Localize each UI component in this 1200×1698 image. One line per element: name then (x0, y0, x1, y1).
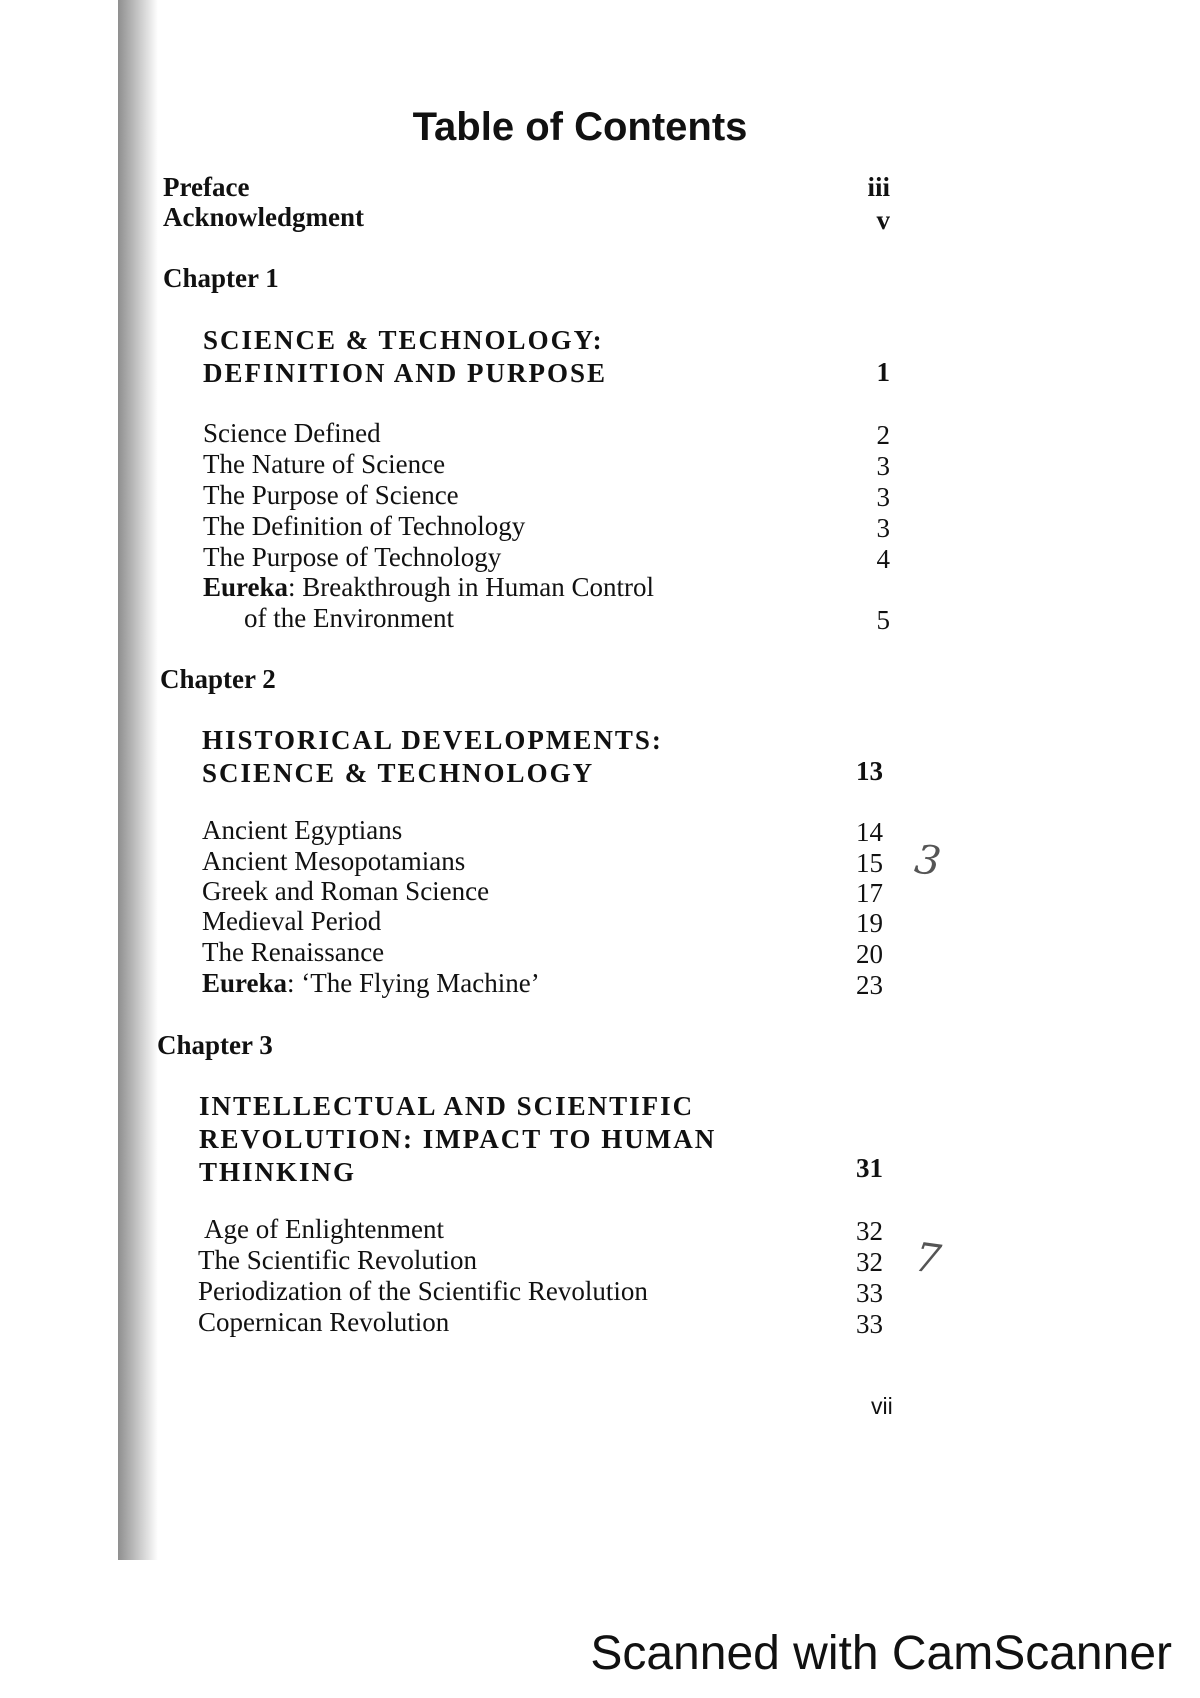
toc-entry-eureka[interactable] (202, 968, 540, 999)
chapter-page-3: 31 (856, 1153, 883, 1183)
toc-page-number: 19 (856, 908, 883, 938)
toc-page-number: 17 (856, 878, 883, 908)
chapter-title-line: REVOLUTION: IMPACT TO HUMAN (199, 1124, 717, 1154)
toc-page-preface: iii (867, 172, 890, 202)
toc-entry[interactable]: Copernican Revolution (198, 1307, 450, 1337)
toc-entry-label: : Breakthrough in Human Control (288, 572, 654, 602)
chapter-label-2: Chapter 2 (160, 664, 276, 694)
chapter-title-line: SCIENCE & TECHNOLOGY: (203, 325, 604, 355)
handwritten-note: 7 (911, 1234, 944, 1284)
toc-entry-acknowledgment[interactable]: Acknowledgment (163, 202, 364, 232)
toc-page-number: 32 (856, 1216, 883, 1246)
chapter-title-2[interactable] (202, 724, 663, 790)
page-title: Table of Contents (412, 105, 748, 149)
handwritten-note: 3 (911, 836, 944, 886)
toc-entry[interactable]: Medieval Period (202, 906, 382, 936)
toc-entry[interactable]: Age of Enlightenment (204, 1214, 444, 1244)
toc-page-number: 14 (856, 817, 883, 847)
toc-entry[interactable]: The Scientific Revolution (198, 1245, 477, 1275)
toc-page-number: 3 (876, 513, 890, 543)
page-folio: vii (871, 1393, 893, 1419)
toc-page-number: 5 (876, 605, 890, 635)
toc-page-number: 32 (856, 1247, 883, 1277)
toc-entry[interactable]: The Purpose of Technology (203, 542, 502, 572)
chapter-title-line: THINKING (199, 1157, 357, 1187)
toc-page-number: 3 (876, 451, 890, 481)
toc-entry[interactable]: Greek and Roman Science (202, 876, 490, 906)
eureka-prefix: Eureka (202, 968, 288, 998)
toc-page-number: 4 (876, 544, 890, 574)
toc-entry[interactable]: The Definition of Technology (203, 511, 526, 541)
chapter-label-1: Chapter 1 (163, 263, 279, 293)
toc-entry-label: : ‘The Flying Machine’ (287, 968, 540, 998)
toc-page-number: 15 (856, 848, 883, 878)
toc-page-number: 23 (856, 970, 883, 1000)
toc-entry-eureka[interactable] (203, 572, 654, 603)
toc-page-number: 33 (856, 1278, 883, 1308)
toc-page-number: 33 (856, 1309, 883, 1339)
chapter-title-1[interactable] (203, 324, 607, 390)
chapter-label-3: Chapter 3 (157, 1030, 273, 1060)
chapter-title-line: HISTORICAL DEVELOPMENTS: (202, 725, 663, 755)
toc-entry-continuation: of the Environment (244, 603, 454, 633)
chapter-title-line: INTELLECTUAL AND SCIENTIFIC (199, 1091, 695, 1121)
toc-entry[interactable]: The Purpose of Science (203, 480, 459, 510)
toc-page-number: 3 (876, 482, 890, 512)
chapter-title-line: DEFINITION AND PURPOSE (203, 358, 608, 388)
chapter-page-1: 1 (876, 357, 890, 387)
chapter-title-line: SCIENCE & TECHNOLOGY (202, 758, 595, 788)
chapter-page-2: 13 (856, 756, 883, 786)
toc-entry[interactable]: The Renaissance (202, 937, 385, 967)
toc-page-number: 2 (876, 420, 890, 450)
toc-entry-preface[interactable]: Preface (163, 172, 250, 202)
toc-entry[interactable]: Periodization of the Scientific Revolution (198, 1276, 648, 1306)
chapter-title-3[interactable] (199, 1090, 716, 1189)
eureka-prefix: Eureka (203, 572, 289, 602)
toc-entry[interactable]: Ancient Egyptians (202, 815, 403, 845)
toc-page-acknowledgment: v (876, 205, 890, 235)
scanner-watermark: Scanned with CamScanner (590, 1627, 1172, 1680)
toc-entry[interactable]: Science Defined (203, 418, 381, 448)
toc-entry[interactable]: Ancient Mesopotamians (202, 846, 466, 876)
toc-entry[interactable]: The Nature of Science (203, 449, 446, 479)
toc-page-number: 20 (856, 939, 883, 969)
